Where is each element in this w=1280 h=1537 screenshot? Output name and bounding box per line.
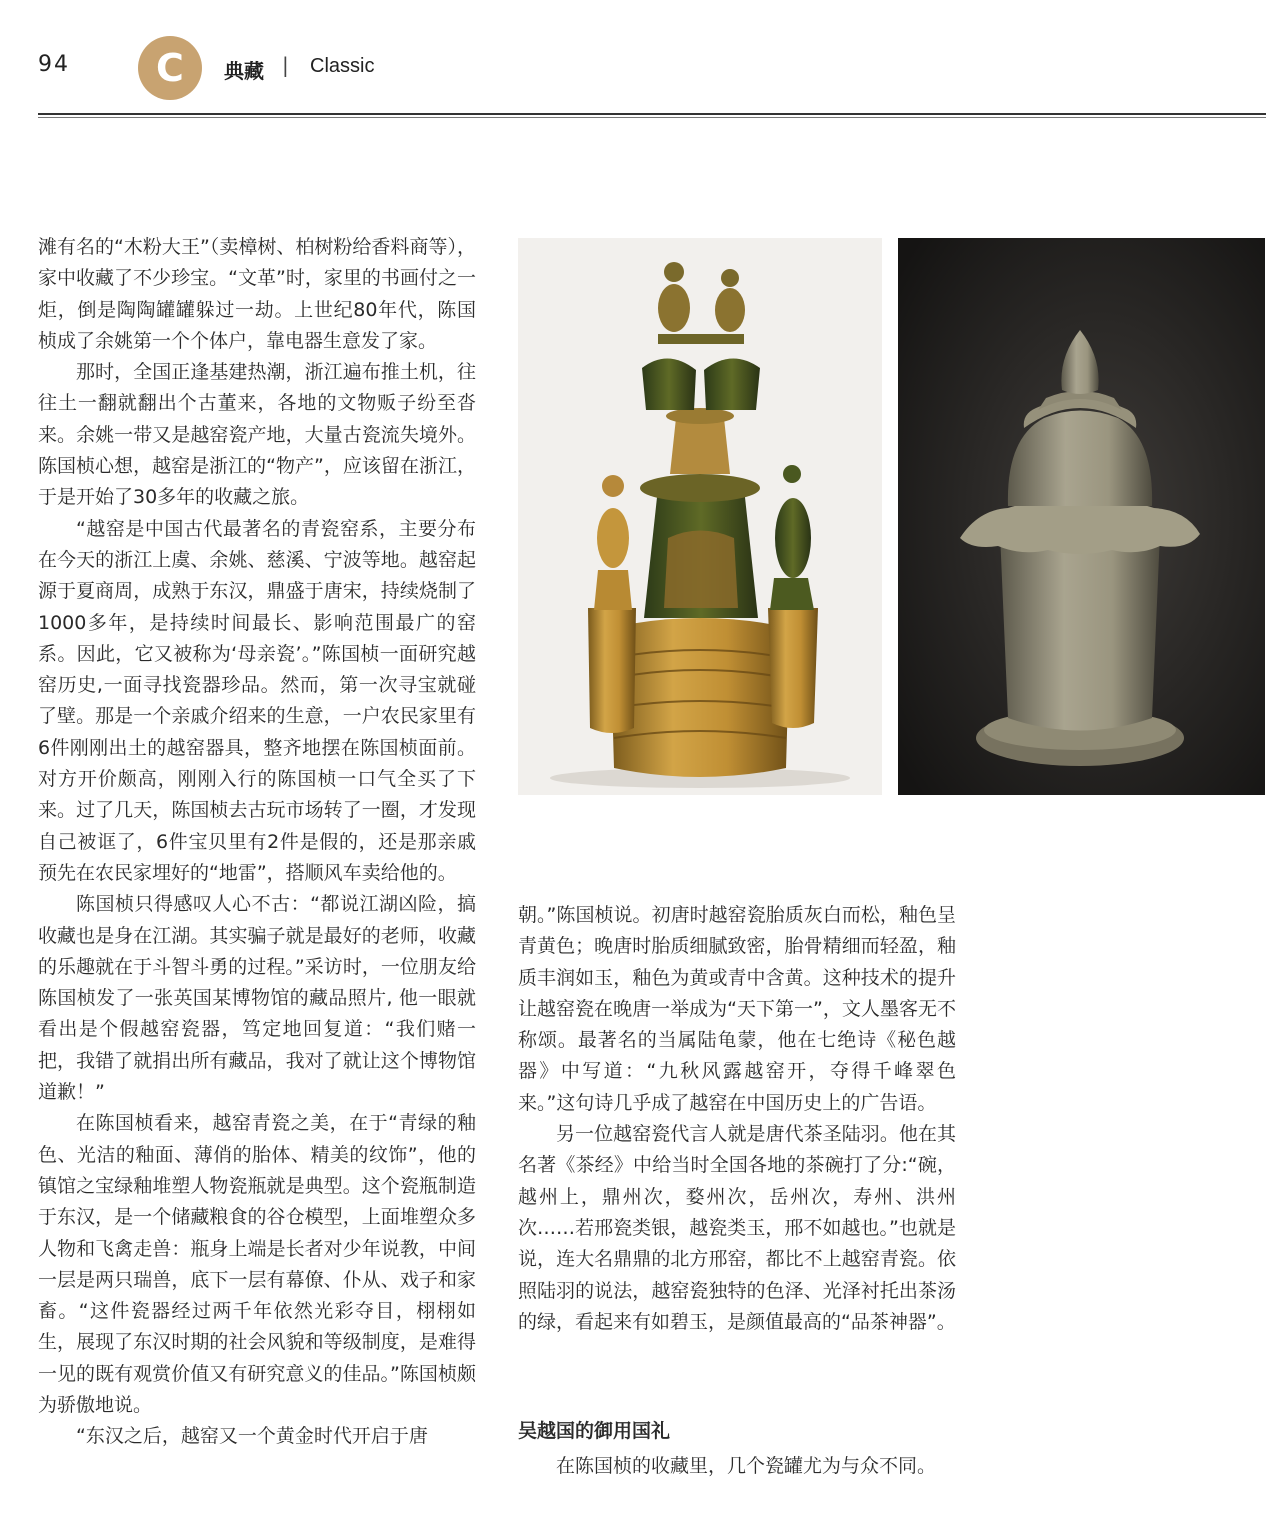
header-rule (38, 113, 1266, 115)
section-title-cn: 典藏 (224, 59, 264, 83)
logo-letter: C (156, 46, 184, 90)
section-title-en: Classic (310, 55, 375, 77)
article-paragraph: 那时，全国正逢基建热潮，浙江遍布推土机，往往土一翻就翻出个古董来，各地的文物贩子纷至沓来。余姚一带又是越窑瓷产地，大量古瓷流失境外。陈国桢心想，越窑是浙江的“物产”，应该留在浙江，于是开始了30多年的收藏之旅。 (38, 361, 476, 509)
photo-celadon-covered-jar (898, 238, 1265, 795)
page-number: 94 (38, 52, 70, 77)
article-paragraph: 另一位越窑瓷代言人就是唐代茶圣陆羽。他在其名著《茶经》中给当时全国各地的茶碗打了分:“碗，越州上，鼎州次，婺州次，岳州次，寿州、洪州次……若邢瓷类银，越瓷类玉，邢不如越也。”也就是说，连大名鼎鼎的北方邢窑，都比不上越窑青瓷。依照陆羽的说法，越窑瓷独特的色泽、光泽衬托出茶汤的绿，看起来有如碧玉，是颜值最高的“品茶神器”。 (518, 1123, 956, 1333)
article-paragraph: “越窑是中国古代最著名的青瓷窑系，主要分布在今天的浙江上虞、余姚、慈溪、宁波等地。越窑起源于夏商周，成熟于东汉，鼎盛于唐宋，持续烧制了1000多年，是持续时间最长、影响范围最广的窑系。因此，它又被称为‘母亲瓷’。”陈国桢一面研究越窑历史,一面寻找瓷器珍品。然而，第一次寻宝就碰了壁。那是一个亲戚介绍来的生意，一户农民家里有6件刚刚出土的越窑器具，整齐地摆在陈国桢面前。对方开价颇高，刚刚入行的陈国桢一口气全买了下来。过了几天，陈国桢去古玩市场转了一圈，才发现自己被诓了，6件宝贝里有2件是假的，还是那亲戚预先在农民家埋好的“地雷”，搭顺风车卖给他的。 (38, 517, 476, 884)
article-paragraph: 滩有名的“木粉大王”（卖樟树、柏树粉给香料商等），家中收藏了不少珍宝。“文革”时，家里的书画付之一炬，倒是陶陶罐罐躲过一劫。上世纪80年代，陈国桢成了余姚第一个个体户，靠电器生意发了家。 (38, 236, 476, 352)
glazed-granary-urn-icon (518, 238, 882, 795)
photo-glazed-granary-urn (518, 238, 882, 795)
celadon-covered-jar-icon (898, 238, 1265, 795)
article-paragraph: 在陈国桢的收藏里，几个瓷罐尤为与众不同。 (556, 1455, 937, 1478)
article-column-right (518, 900, 956, 1483)
section-logo-icon (138, 36, 202, 100)
article-column-left (38, 232, 476, 1453)
header-rule-thin (38, 117, 1266, 118)
article-paragraph: 在陈国桢看来，越窑青瓷之美，在于“青绿的釉色、光洁的釉面、薄俏的胎体、精美的纹饰”，他的镇馆之宝绿釉堆塑人物瓷瓶就是典型。这个瓷瓶制造于东汉，是一个储藏粮食的谷仓模型，上面堆塑众多人物和飞禽走兽：瓶身上端是长者对少年说教，中间一层是两只瑞兽，底下一层有幕僚、仆从、戏子和家畜。“这件瓷器经过两千年依然光彩夺目，栩栩如生，展现了东汉时期的社会风貌和等级制度，是难得一见的既有观赏价值又有研究意义的佳品。”陈国桢颇为骄傲地说。 (38, 1112, 476, 1416)
section-subheading: 吴越国的御用国礼 (518, 1420, 671, 1443)
article-paragraph: “东汉之后，越窑又一个黄金时代开启于唐 (76, 1425, 428, 1448)
article-paragraph: 陈国桢只得感叹人心不古：“都说江湖凶险，搞收藏也是身在江湖。其实骗子就是最好的老师，收藏的乐趣就在于斗智斗勇的过程。”采访时，一位朋友给陈国桢发了一张英国某博物馆的藏品照片, 他一眼就看出是个假越窑瓷器，笃定地回复道：“我们赌一把，我错了就捐出所有藏品，我对了就让这个博物馆道歉！” (38, 893, 476, 1104)
article-paragraph: 朝。”陈国桢说。初唐时越窑瓷胎质灰白而松，釉色呈青黄色；晚唐时胎质细腻致密，胎骨精细而轻盈，釉质丰润如玉，釉色为黄或青中含黄。这种技术的提升让越窑瓷在晚唐一举成为“天下第一”，文人墨客无不称颂。最著名的当属陆龟蒙，他在七绝诗《秘色越器》中写道：“九秋风露越窑开，夺得千峰翠色来。”这句诗几乎成了越窑在中国历史上的广告语。 (518, 904, 956, 1114)
section-separator: | (282, 53, 289, 77)
